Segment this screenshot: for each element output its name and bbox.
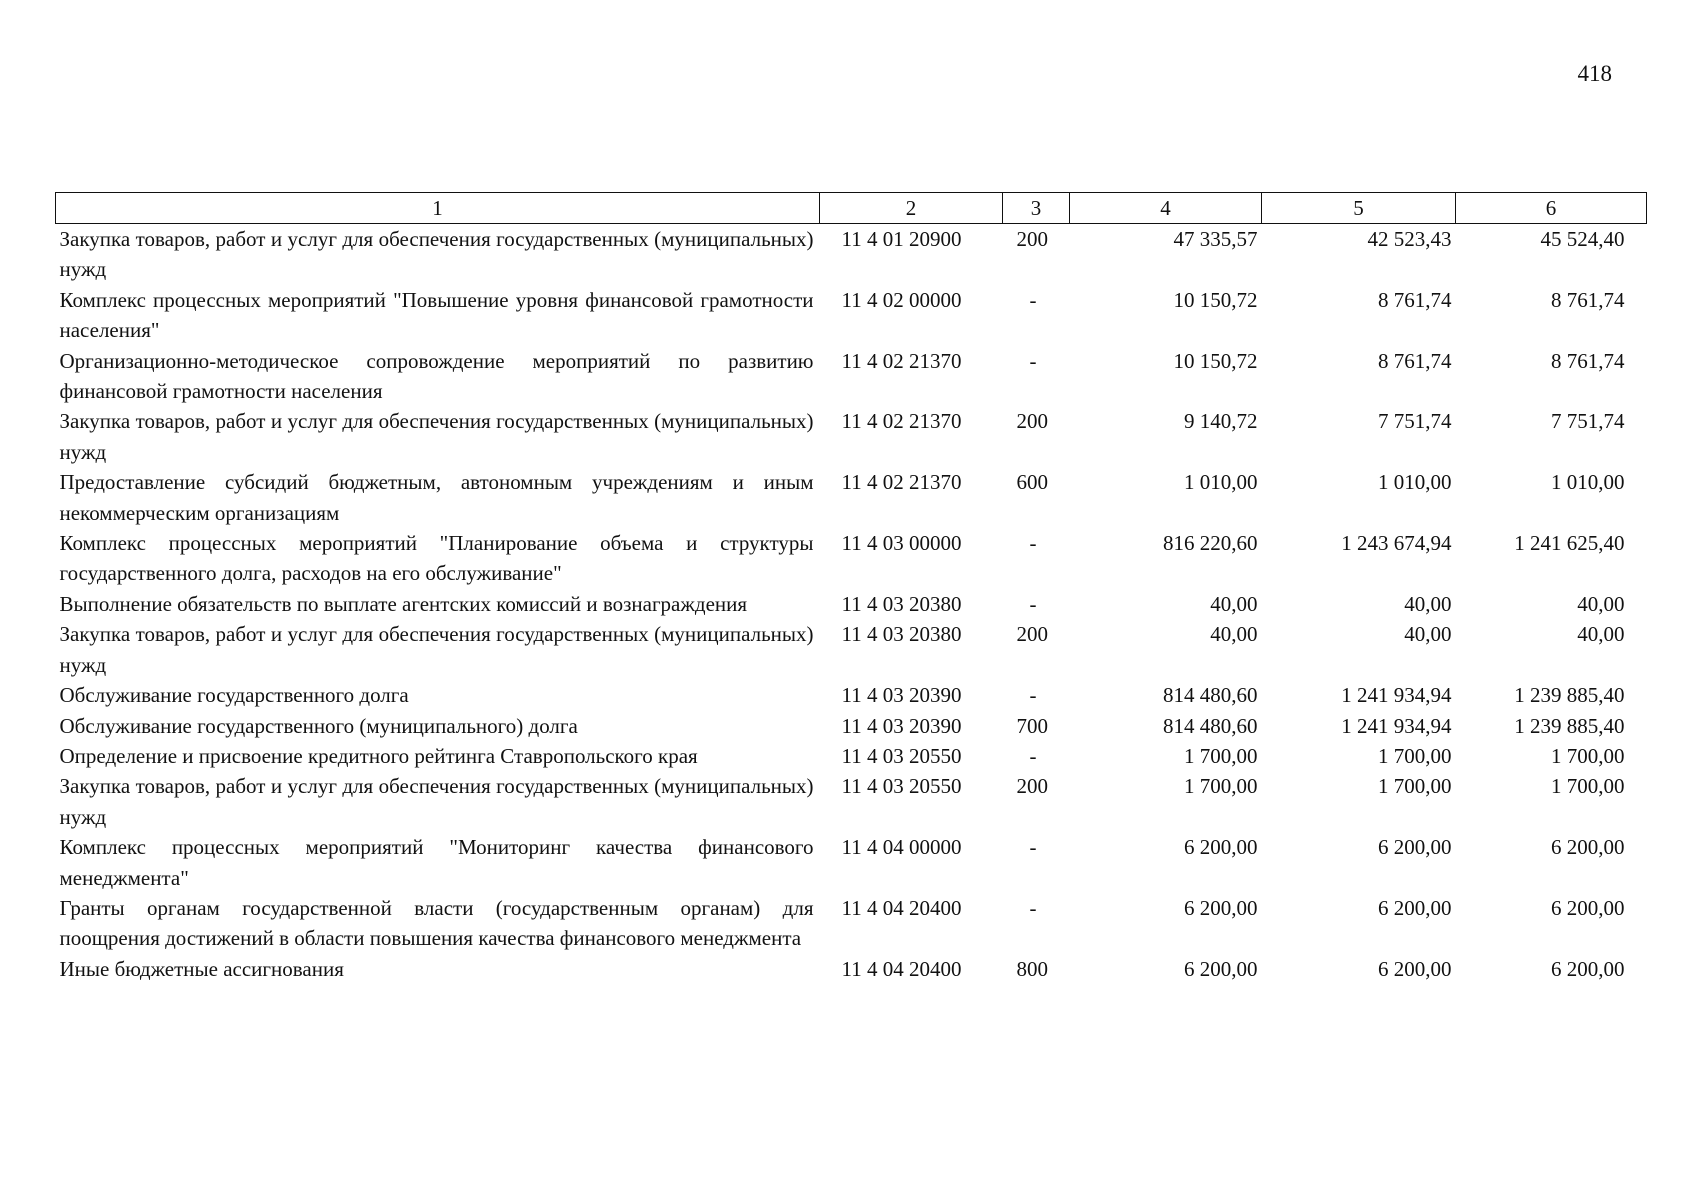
- row-value-col6: 40,00: [1577, 591, 1625, 616]
- row-value-col6: 1 010,00: [1551, 470, 1625, 495]
- row-value-col4: 816 220,60: [1163, 531, 1258, 556]
- row-name: Закупка товаров, работ и услуг для обеспечения государственных (муниципальных) нужд: [59, 774, 814, 829]
- row-value-col5: 8 761,74: [1378, 287, 1452, 312]
- table-row: [56, 832, 1647, 893]
- row-value-col4: 40,00: [1210, 591, 1258, 616]
- table-body: [56, 224, 1647, 985]
- row-code: 11 4 03 20550: [841, 774, 962, 799]
- row-value-col4: 814 480,60: [1163, 713, 1258, 738]
- row-expense-type: -: [1029, 683, 1037, 708]
- row-value-col5: 40,00: [1404, 622, 1452, 647]
- table-row: [56, 741, 1647, 771]
- table-row: [56, 346, 1647, 407]
- row-value-col4: 6 200,00: [1184, 895, 1258, 920]
- column-header-5: 5: [1262, 193, 1456, 224]
- row-code: 11 4 02 21370: [841, 348, 962, 373]
- row-value-col4: 6 200,00: [1184, 835, 1258, 860]
- row-code: 11 4 04 20400: [841, 895, 962, 920]
- column-header-2: 2: [820, 193, 1003, 224]
- row-value-col6: 1 241 625,40: [1514, 531, 1625, 556]
- row-value-col5: 1 700,00: [1378, 774, 1452, 799]
- row-name: Организационно-методическое сопровождение мероприятий по развитию финансовой грамотности населения: [59, 348, 814, 404]
- row-value-col6: 6 200,00: [1551, 835, 1625, 860]
- row-value-col5: 6 200,00: [1378, 956, 1452, 981]
- row-expense-type: -: [1029, 591, 1037, 616]
- table-row: [56, 619, 1647, 680]
- table-row: [56, 893, 1647, 954]
- row-value-col4: 9 140,72: [1184, 409, 1258, 434]
- row-code: 11 4 03 00000: [841, 531, 962, 556]
- row-value-col6: 6 200,00: [1551, 956, 1625, 981]
- row-value-col5: 1 010,00: [1378, 470, 1452, 495]
- row-value-col5: 42 523,43: [1367, 227, 1452, 251]
- row-value-col5: 8 761,74: [1378, 348, 1452, 373]
- row-value-col6: 6 200,00: [1551, 895, 1625, 920]
- row-name: Определение и присвоение кредитного рейтинга Ставропольского края: [59, 743, 698, 768]
- row-code: 11 4 02 00000: [841, 287, 962, 312]
- row-expense-type: 800: [1016, 956, 1048, 981]
- table-row: [56, 224, 1647, 285]
- row-value-col6: 8 761,74: [1551, 287, 1625, 312]
- row-code: 11 4 03 20550: [841, 743, 962, 768]
- row-name: Закупка товаров, работ и услуг для обеспечения государственных (муниципальных) нужд: [59, 622, 814, 677]
- row-value-col4: 10 150,72: [1173, 287, 1258, 312]
- row-name: Обслуживание государственного долга: [59, 683, 409, 708]
- row-value-col5: 6 200,00: [1378, 895, 1452, 920]
- row-code: 11 4 02 21370: [841, 470, 962, 495]
- row-value-col6: 1 239 885,40: [1514, 713, 1625, 738]
- table-row: [56, 711, 1647, 741]
- row-code: 11 4 03 20380: [841, 591, 962, 616]
- row-value-col6: 1 700,00: [1551, 743, 1625, 768]
- row-value-col5: 1 700,00: [1378, 743, 1452, 768]
- row-value-col6: 7 751,74: [1551, 409, 1625, 434]
- row-value-col4: 1 700,00: [1184, 774, 1258, 799]
- row-expense-type: 200: [1016, 774, 1048, 799]
- row-name: Комплекс процессных мероприятий "Планирование объема и структуры государственного долга, расходов на его обслуживание": [59, 531, 814, 586]
- row-name: Закупка товаров, работ и услуг для обеспечения государственных (муниципальных) нужд: [59, 227, 814, 282]
- budget-table: [55, 192, 1647, 984]
- row-value-col4: 47 335,57: [1173, 227, 1258, 251]
- row-value-col4: 6 200,00: [1184, 956, 1258, 981]
- table-row: [56, 406, 1647, 467]
- row-code: 11 4 03 20390: [841, 683, 962, 708]
- row-expense-type: -: [1029, 531, 1037, 556]
- row-expense-type: -: [1029, 743, 1037, 768]
- page-number: 418: [1577, 61, 1612, 86]
- row-value-col4: 1 010,00: [1184, 470, 1258, 495]
- row-expense-type: 200: [1016, 622, 1048, 647]
- row-expense-type: 700: [1016, 713, 1048, 738]
- row-expense-type: 200: [1016, 409, 1048, 434]
- row-expense-type: 200: [1016, 227, 1048, 251]
- row-value-col5: 7 751,74: [1378, 409, 1452, 434]
- row-value-col6: 1 700,00: [1551, 774, 1625, 799]
- row-value-col4: 10 150,72: [1173, 348, 1258, 373]
- row-expense-type: -: [1029, 895, 1037, 920]
- row-expense-type: -: [1029, 287, 1037, 312]
- row-name: Гранты органам государственной власти (государственным органам) для поощрения достижений в области повышения качества финансового менеджмента: [59, 895, 814, 951]
- row-code: 11 4 01 20900: [841, 227, 962, 251]
- table-row: [56, 680, 1647, 710]
- row-value-col5: 40,00: [1404, 591, 1452, 616]
- table-row: [56, 528, 1647, 589]
- row-code: 11 4 03 20390: [841, 713, 962, 738]
- row-value-col6: 45 524,40: [1540, 227, 1625, 251]
- table-row: [56, 954, 1647, 984]
- row-name: Иные бюджетные ассигнования: [59, 956, 344, 981]
- row-value-col6: 8 761,74: [1551, 348, 1625, 373]
- row-value-col4: 1 700,00: [1184, 743, 1258, 768]
- column-header-4: 4: [1070, 193, 1262, 224]
- table-row: [56, 285, 1647, 346]
- row-expense-type: -: [1029, 348, 1037, 373]
- row-value-col6: 40,00: [1577, 622, 1625, 647]
- column-header-3: 3: [1003, 193, 1070, 224]
- row-name: Комплекс процессных мероприятий "Повышение уровня финансовой грамотности населения": [59, 287, 814, 343]
- row-name: Обслуживание государственного (муниципального) долга: [59, 713, 578, 738]
- row-value-col4: 814 480,60: [1163, 683, 1258, 708]
- table-row: [56, 467, 1647, 528]
- row-value-col5: 1 241 934,94: [1341, 713, 1452, 738]
- row-name: Комплекс процессных мероприятий "Мониторинг качества финансового менеджмента": [59, 835, 814, 890]
- row-name: Выполнение обязательств по выплате агентских комиссий и вознаграждения: [59, 591, 748, 616]
- row-code: 11 4 04 00000: [841, 835, 962, 860]
- row-code: 11 4 04 20400: [841, 956, 962, 981]
- row-value-col5: 6 200,00: [1378, 835, 1452, 860]
- row-value-col4: 40,00: [1210, 622, 1258, 647]
- column-header-6: 6: [1456, 193, 1647, 224]
- row-code: 11 4 02 21370: [841, 409, 962, 434]
- header-row: [56, 193, 1647, 224]
- row-name: Предоставление субсидий бюджетным, автономным учреждениям и иным некоммерческим организациям: [59, 470, 814, 525]
- table-row: [56, 771, 1647, 832]
- row-value-col5: 1 243 674,94: [1341, 531, 1452, 556]
- row-expense-type: 600: [1016, 470, 1048, 495]
- table-row: [56, 589, 1647, 619]
- row-code: 11 4 03 20380: [841, 622, 962, 647]
- row-name: Закупка товаров, работ и услуг для обеспечения государственных (муниципальных) нужд: [59, 409, 814, 464]
- row-expense-type: -: [1029, 835, 1037, 860]
- row-value-col6: 1 239 885,40: [1514, 683, 1625, 708]
- column-header-1: 1: [56, 193, 820, 224]
- row-value-col5: 1 241 934,94: [1341, 683, 1452, 708]
- table-header: [56, 193, 1647, 224]
